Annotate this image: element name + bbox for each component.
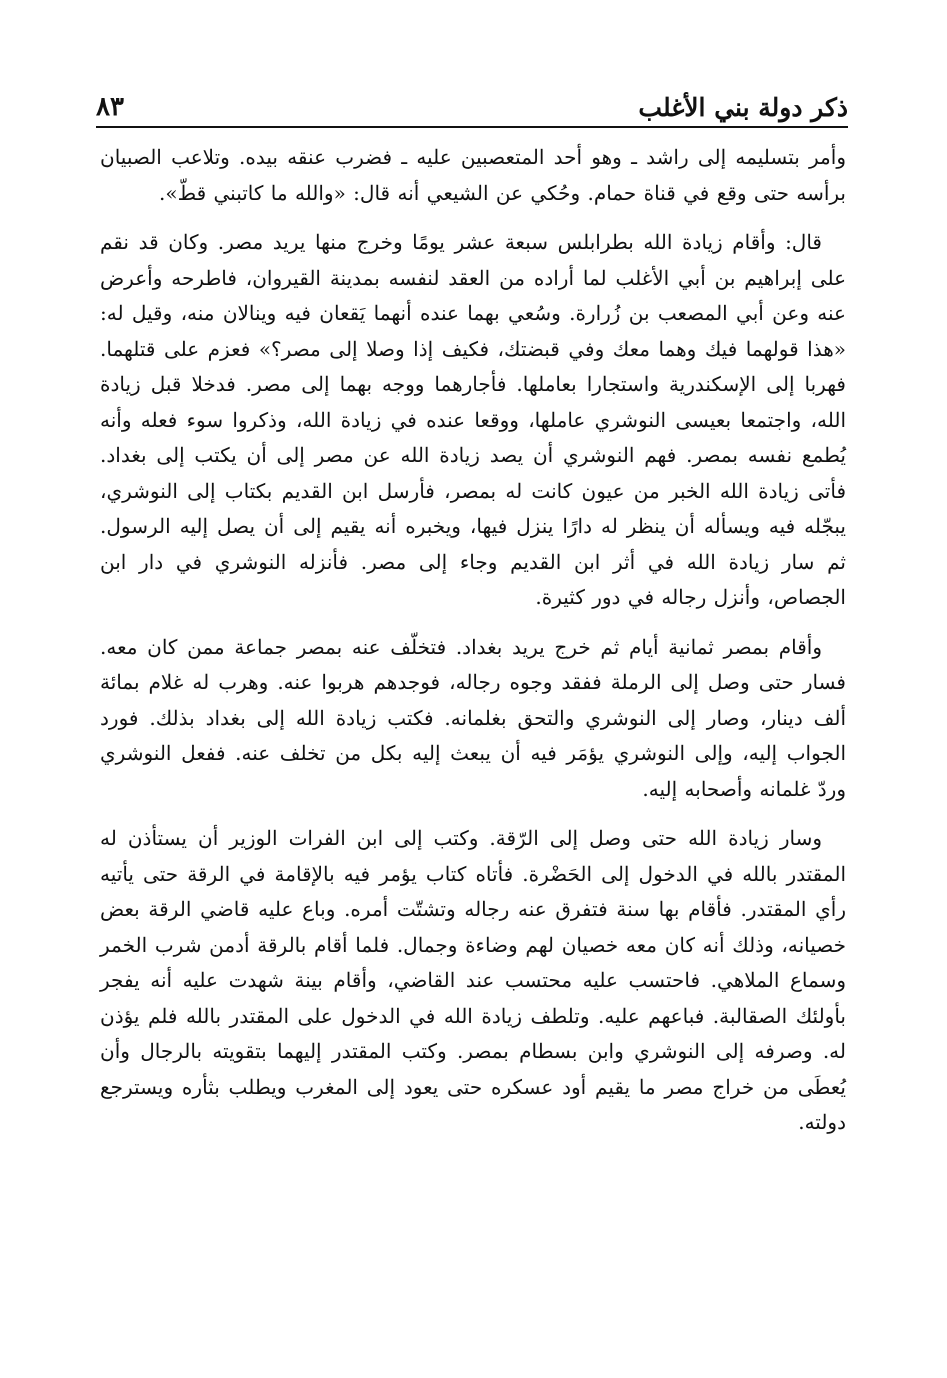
- paragraph-4: وسار زيادة الله حتى وصل إلى الرّقة. وكتب إلى ابن الفرات الوزير أن يستأذن له المقتدر بالله في الدخول إلى الحَضْرة. فأتاه كتاب يؤمر فيه بالإقامة في الرقة حتى يأتيه رأي المقتدر. فأقام بها سنة فتفرق عنه رجاله وتشتّت أمره. وباع عليه قاضي الرقة بعض خصيانه، وذلك أنه كان معه خصيان لهم وضاءة وجمال. فلما أقام بالرقة أدمن شرب الخمر وسماع الملاهي. فاحتسب عليه محتسب عند القاضي، وأقام بينة شهدت عليه أنه يفجر بأولئك الصقالبة. فباعهم عليه. وتلطف زيادة الله في الدخول على المقتدر بالله فلم يؤذن له. وصرفه إلى النوشري وابن بسطام بمصر. وكتب المقتدر إليهما بتقويته بالرجال وأن يُعطَى من خراج مصر ما يقيم أود عسكره حتى يعود إلى المغرب ويطلب بثأره ويسترجع دولته.: [100, 826, 846, 1134]
- body-text: [100, 140, 846, 1155]
- page-number: ٨٣: [96, 92, 124, 122]
- paragraph-3: وأقام بمصر ثمانية أيام ثم خرج يريد بغداد. فتخلّف عنه بمصر جماعة ممن كان معه. فسار حتى وصل إلى الرملة ففقد وجوه رجاله، فوجدهم هربوا عنه. وهرب له غلام بمائة ألف دينار، وصار إلى النوشري والتحق بغلمانه. فكتب زيادة الله إلى بغداد بذلك. فورد الجواب إليه، وإلى النوشري يؤمَر فيه أن يبعث إليه بكل من تخلف عنه. ففعل النوشري وردّ غلمانه وأصحابه إليه.: [100, 634, 846, 801]
- paragraph-1: وأمر بتسليمه إلى راشد ـ وهو أحد المتعصبين عليه ـ فضرب عنقه بيده. وتلاعب الصبيان برأسه حتى وقع في قناة حمام. وحُكي عن الشيعي أنه قال: «والله ما كاتبني قطّ».: [100, 145, 846, 205]
- header-rule: [96, 126, 848, 128]
- page-header: [96, 80, 848, 120]
- running-title: ذكر دولة بني الأغلب: [638, 93, 848, 122]
- paragraph-2: قال: وأقام زيادة الله بطرابلس سبعة عشر يومًا وخرج منها يريد مصر. وكان قد نقم على إبراهيم بن أبي الأغلب لما أراده من العقد لنفسه بمدينة القيروان، فاطرحه وأعرض عنه وعن أبي المصعب بن زُرارة. وسُعي بهما عنده أنهما يَقعان فيه وينالان منه، وقيل له: «هذا قولهما فيك وهما معك وفي قبضتك، فكيف إذا وصلا إلى مصر؟» فعزم على قتلهما. فهربا إلى الإسكندرية واستجارا بعاملها. فأجارهما ووجه بهما إلى مصر. فدخلا قبل زيادة الله، واجتمعا بعيسى النوشري عاملها، ووقعا عنده في زيادة الله، وذكروا سوء فعله وأنه يُطمع نفسه بمصر. فهم النوشري أن يصد زيادة الله عن مصر إلى أن يكتب إلى بغداد. فأتى زيادة الله الخبر من عيون كانت له بمصر، فأرسل ابن القديم بكتاب إلى النوشري، يبجّله فيه ويسأله أن ينظر له دارًا ينزل فيها، ويخبره أنه يقيم إلى أن يصل إليه الرسول. ثم سار زيادة الله في أثر ابن القديم وجاء إلى مصر. فأنزله النوشري في دار ابن الجصاص، وأنزل رجاله في دور كثيرة.: [100, 230, 846, 609]
